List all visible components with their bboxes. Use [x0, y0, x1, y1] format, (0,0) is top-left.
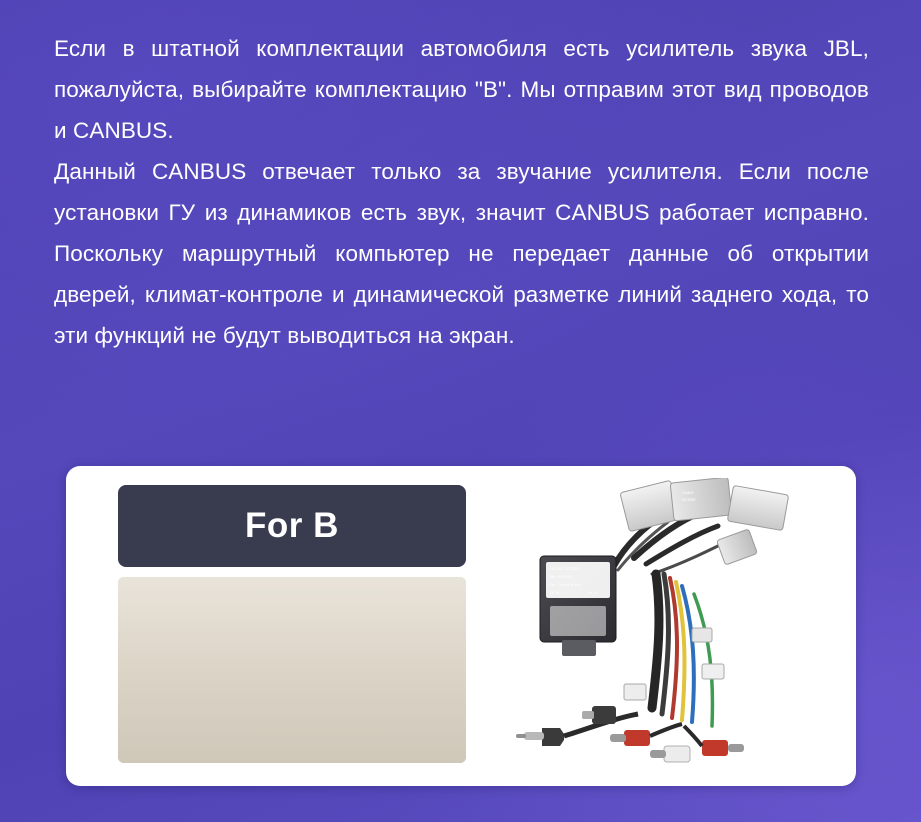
plug-top-right	[727, 485, 788, 530]
product-card	[66, 466, 856, 786]
card-right-column	[506, 478, 826, 774]
plug-top-center	[670, 478, 732, 521]
variant-badge-label: For B	[245, 506, 339, 545]
variant-badge	[118, 485, 466, 567]
rca-red-plug	[610, 724, 682, 746]
plug-label-canbus: CANBUS	[682, 491, 694, 495]
card-left-column	[118, 485, 466, 763]
decoder-box	[540, 556, 616, 656]
photo-background	[118, 577, 466, 763]
decoder-label-line2: SRV 20220323	[550, 575, 573, 579]
decoder-label-line4-right: OA 01	[588, 591, 598, 595]
usb-plug	[582, 706, 616, 724]
plug-mid-right	[717, 529, 758, 565]
paragraph-2: Данный CANBUS отвечает только за звучание усилителя. Если после установки ГУ из динамиков есть звук, значит CANBUS работает исправно. Поскольку маршрутный компьютер не передает данные об открытии дверей, климат-контроле и динамической разметке линий заднего хода, то эти функций не будут выводиться на экран.	[54, 159, 869, 348]
decoder-label-line3: For Toyota Hiace	[550, 583, 581, 587]
decoder-label-line1: CAN BUS DECODER	[550, 567, 579, 571]
canbus-decoder-illustration	[506, 478, 826, 774]
wiring-harness-photo	[118, 577, 466, 763]
plug-label-decoder: DECODER	[682, 498, 696, 502]
rca-red-plug-2	[684, 726, 744, 756]
description-text-block	[54, 28, 869, 356]
decoder-label-line4-left: IN 01	[550, 591, 560, 595]
paragraph-1: Если в штатной комплектации автомобиля есть усилитель звука JBL, пожалуйста, выбирайте комплектацию "B". Мы отправим этот вид проводов и CANBUS.	[54, 36, 869, 143]
rca-white-plug	[650, 746, 690, 762]
